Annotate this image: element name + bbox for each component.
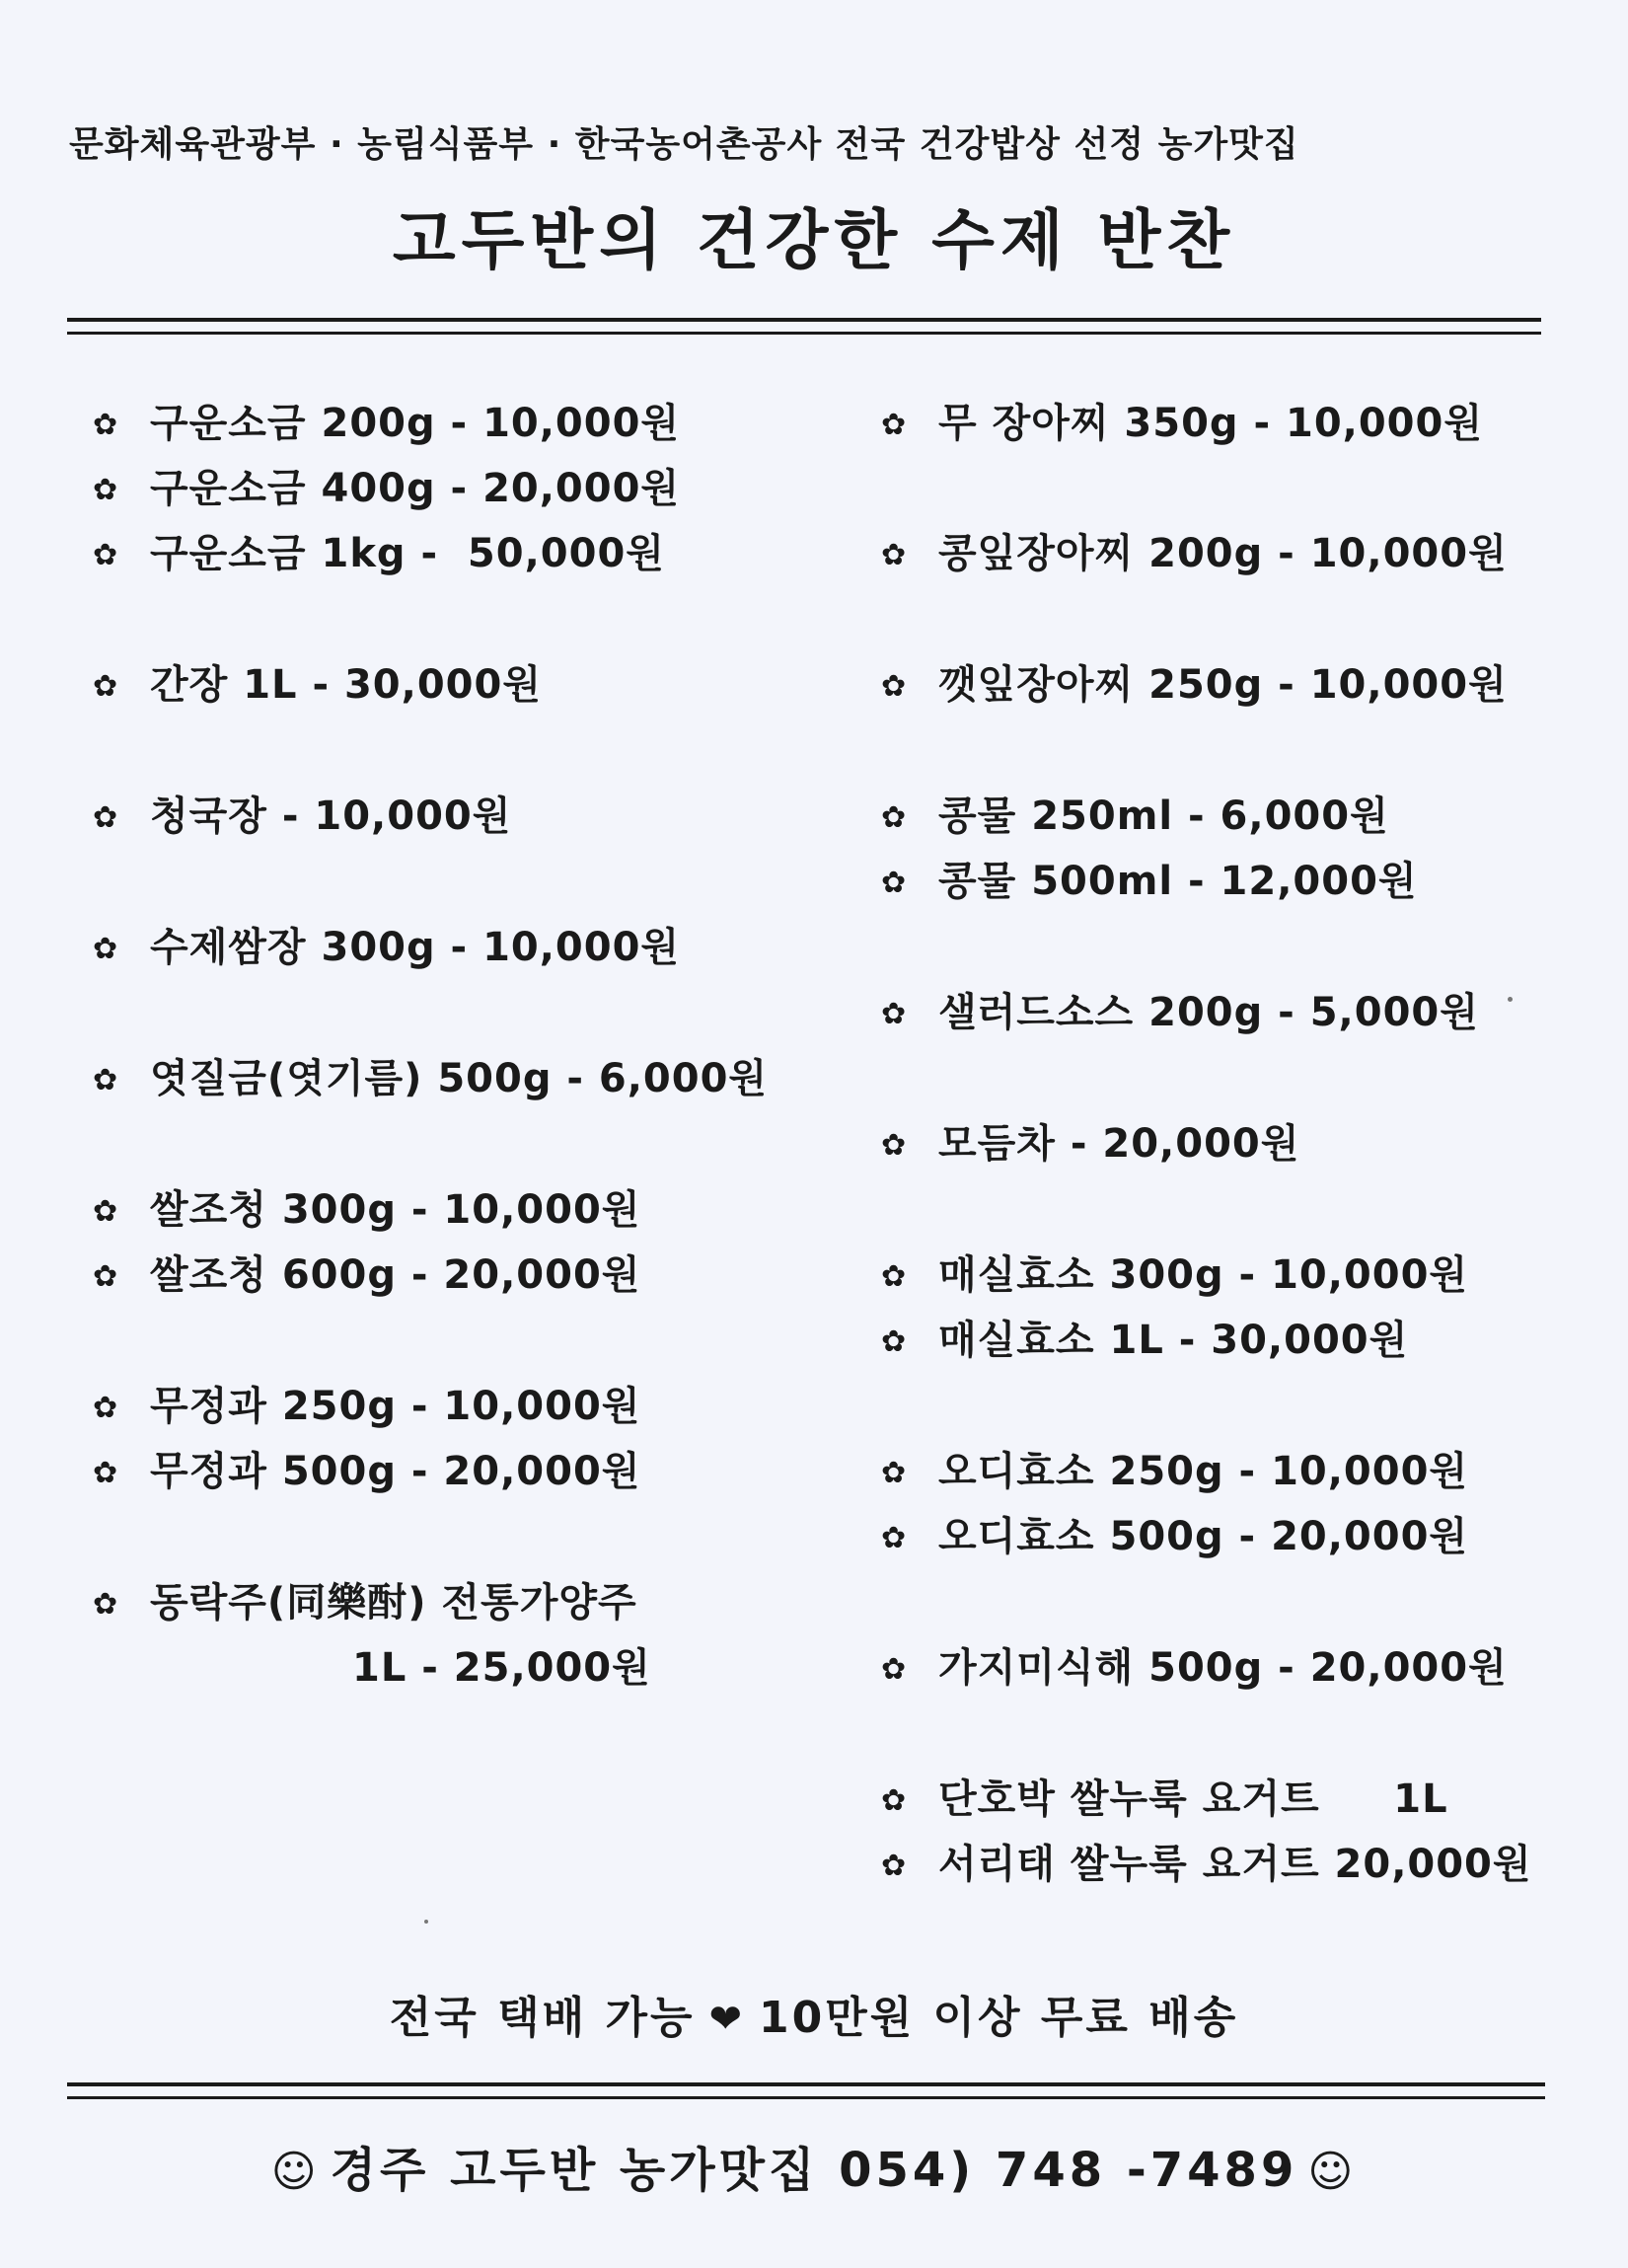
menu-item: ✿ 무정과 250g - 10,000원 xyxy=(93,1383,640,1432)
menu-item: ✿ 가지미식해 500g - 20,000원 xyxy=(881,1644,1508,1694)
flower-icon: ✿ xyxy=(881,866,908,900)
header-subtitle: 문화체육관광부 · 농림식품부 · 한국농어촌공사 전국 건강밥상 선정 농가맛집 xyxy=(69,124,1299,165)
shipping-left-text: 전국 택배 가능 xyxy=(389,1993,696,2043)
menu-item: ✿ 콩잎장아찌 200g - 10,000원 xyxy=(881,530,1508,579)
top-divider xyxy=(67,318,1541,335)
flower-icon: ✿ xyxy=(881,538,908,572)
menu-item: ✿ 오디효소 500g - 20,000원 xyxy=(881,1513,1468,1562)
paper-speck xyxy=(424,1920,428,1924)
menu-item: ✿ 동락주(同樂酎) 전통가양주 xyxy=(93,1579,637,1628)
flower-icon: ✿ xyxy=(881,1652,908,1687)
menu-item: ✿ 간장 1L - 30,000원 xyxy=(93,661,542,711)
flower-icon: ✿ xyxy=(881,997,908,1031)
menu-item: ✿ 서리태 쌀누룩 요거트 20,000원 xyxy=(881,1841,1532,1890)
flower-icon: ✿ xyxy=(881,1521,908,1555)
menu-item-continuation: 1L - 25,000원 xyxy=(352,1645,651,1691)
flower-icon: ✿ xyxy=(93,538,119,572)
flower-icon: ✿ xyxy=(93,1194,119,1229)
flower-icon: ✿ xyxy=(881,1783,908,1818)
shipping-right-text: 10만원 이상 무료 배송 xyxy=(758,1993,1239,2043)
footer-text: 경주 고두반 농가맛집 054) 748 -7489 xyxy=(330,2143,1298,2198)
menu-item: ✿ 매실효소 1L - 30,000원 xyxy=(881,1317,1408,1366)
flower-icon: ✿ xyxy=(93,669,119,704)
menu-item: ✿ 오디효소 250g - 10,000원 xyxy=(881,1448,1468,1497)
footer-contact xyxy=(0,2132,1628,2200)
flower-icon: ✿ xyxy=(93,1456,119,1490)
smiley-icon: ☺ xyxy=(1307,2147,1358,2197)
flower-icon: ✿ xyxy=(881,408,908,442)
bottom-divider xyxy=(67,2082,1545,2099)
menu-item: ✿ 엿질금(엿기름) 500g - 6,000원 xyxy=(93,1055,768,1104)
paper-speck xyxy=(1508,997,1513,1002)
menu-item: ✿ 쌀조청 600g - 20,000원 xyxy=(93,1251,640,1301)
menu-item: ✿ 구운소금 1kg - 50,000원 xyxy=(93,530,665,579)
menu-item: ✿ 구운소금 200g - 10,000원 xyxy=(93,400,680,449)
heart-icon: ❤ xyxy=(708,1997,745,2042)
flower-icon: ✿ xyxy=(881,1456,908,1490)
menu-item: ✿ 무정과 500g - 20,000원 xyxy=(93,1448,640,1497)
flower-icon: ✿ xyxy=(881,1259,908,1294)
page-title: 고두반의 건강한 수제 반찬 xyxy=(392,202,1236,278)
menu-item: ✿ 청국장 - 10,000원 xyxy=(93,793,511,842)
flower-icon: ✿ xyxy=(93,932,119,966)
flower-icon: ✿ xyxy=(93,1587,119,1622)
menu-item: ✿ 샐러드소스 200g - 5,000원 xyxy=(881,989,1479,1038)
menu-item: ✿ 콩물 250ml - 6,000원 xyxy=(881,793,1389,842)
flower-icon: ✿ xyxy=(881,1128,908,1163)
flower-icon: ✿ xyxy=(881,1849,908,1883)
shipping-notice xyxy=(0,1982,1628,2045)
flower-icon: ✿ xyxy=(93,1391,119,1425)
flower-icon: ✿ xyxy=(93,1063,119,1097)
flower-icon: ✿ xyxy=(881,669,908,704)
flower-icon: ✿ xyxy=(93,473,119,507)
menu-item: ✿ 콩물 500ml - 12,000원 xyxy=(881,858,1418,907)
menu-item: ✿ 단호박 쌀누룩 요거트 1L xyxy=(881,1776,1448,1825)
menu-item: ✿ 구운소금 400g - 20,000원 xyxy=(93,465,680,514)
flower-icon: ✿ xyxy=(93,408,119,442)
menu-item: ✿ 모듬차 - 20,000원 xyxy=(881,1120,1299,1170)
menu-item: ✿ 수제쌈장 300g - 10,000원 xyxy=(93,924,680,973)
flower-icon: ✿ xyxy=(881,1324,908,1359)
menu-item: ✿ 쌀조청 300g - 10,000원 xyxy=(93,1186,640,1236)
flower-icon: ✿ xyxy=(93,1259,119,1294)
flower-icon: ✿ xyxy=(93,800,119,835)
flower-icon: ✿ xyxy=(881,800,908,835)
menu-item: ✿ 매실효소 300g - 10,000원 xyxy=(881,1251,1468,1301)
smiley-icon: ☺ xyxy=(270,2147,321,2197)
menu-item: ✿ 깻잎장아찌 250g - 10,000원 xyxy=(881,661,1508,711)
menu-item: ✿ 무 장아찌 350g - 10,000원 xyxy=(881,400,1483,449)
